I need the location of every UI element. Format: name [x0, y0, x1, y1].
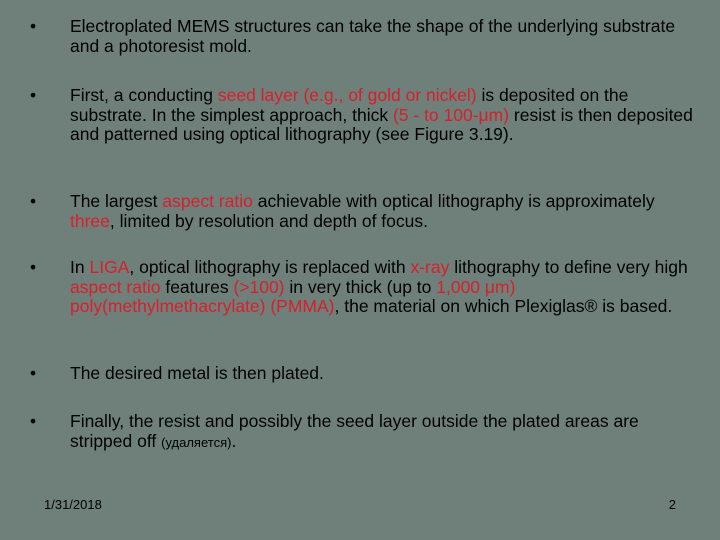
bullet-marker: •	[30, 191, 37, 211]
highlight-term: aspect ratio	[162, 191, 253, 211]
highlight-term: seed layer (e.g., of gold or nickel)	[217, 85, 477, 105]
text-run: .	[231, 430, 237, 451]
text-run: is deposited on the substrate. In the simplest approach, thick	[70, 85, 629, 125]
highlight-term: (5 - to 100-μm)	[392, 104, 510, 125]
annotation-text: (удаляется)	[161, 434, 232, 450]
highlight-term: LIGA	[89, 257, 130, 277]
bullet-text	[70, 364, 695, 384]
footer-date: 1/31/2018	[44, 497, 102, 512]
text-run: features	[160, 276, 234, 297]
bullet-text	[70, 192, 695, 231]
text-run: First, a conducting	[70, 85, 218, 105]
bullet-marker: •	[30, 411, 37, 431]
highlight-term: 1,000 μm) poly(methylmethacrylate) (PMMA)	[70, 276, 516, 316]
bullet-marker: •	[30, 85, 37, 105]
highlight-term: aspect ratio	[70, 276, 161, 297]
text-run: Electroplated MEMS structures can take the shape of the underlying substrate and a photoresist mold.	[70, 16, 676, 56]
text-run: in very thick (up to	[284, 276, 437, 297]
bullet-marker: •	[30, 257, 37, 277]
text-run: In	[70, 257, 90, 277]
bullet-marker: •	[30, 16, 37, 36]
text-run: , the material on which Plexiglas® is based.	[334, 296, 673, 316]
highlight-term: (>100)	[233, 276, 285, 297]
text-run: lithography to define very high	[449, 257, 688, 277]
highlight-term: x-ray	[410, 257, 450, 277]
text-run: The largest	[70, 191, 163, 211]
text-run: , limited by resolution and depth of focus.	[109, 210, 428, 231]
text-run: resist is then deposited and patterned using optical lithography (see Figure 3.19).	[70, 104, 693, 144]
bullet-text	[70, 86, 695, 145]
bullet-text	[70, 412, 695, 452]
text-run: achievable with optical lithography is approximately	[252, 191, 655, 211]
bullet-text	[70, 258, 695, 317]
text-run: Finally, the resist and possibly the seed layer outside the plated areas are stripped off	[70, 411, 639, 451]
text-run: , optical lithography is replaced with	[129, 257, 411, 277]
page-number: 2	[668, 497, 676, 512]
highlight-term: three	[70, 210, 110, 231]
bullet-marker: •	[30, 363, 37, 383]
text-run: The desired metal is then plated.	[70, 363, 324, 383]
bullet-text	[70, 17, 695, 56]
